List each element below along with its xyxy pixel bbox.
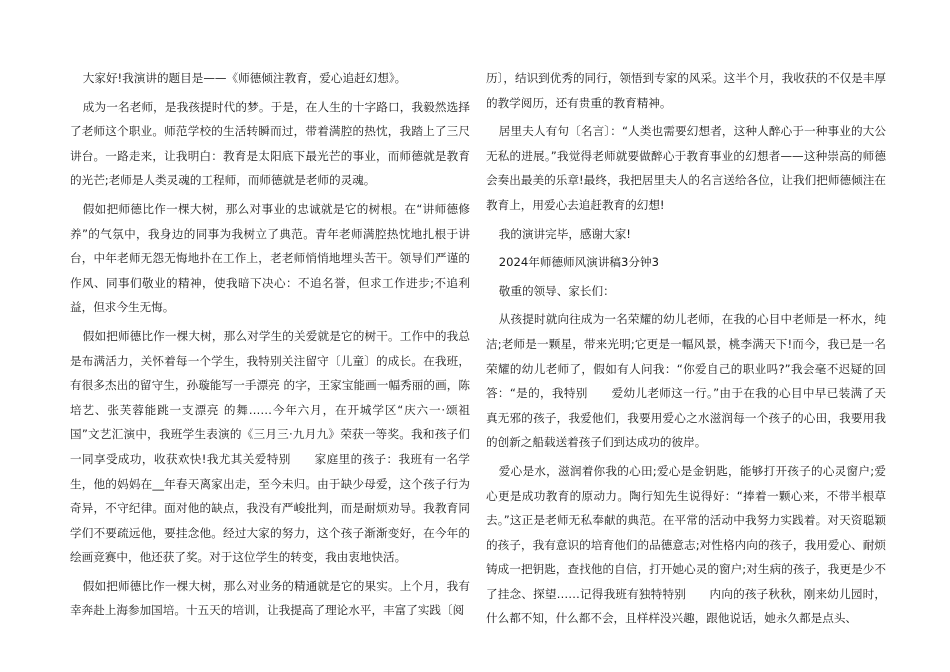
paragraph-fruit: 假如把师德比作一棵大树，那么对业务的精通就是它的果实。上个月，我有幸奔赴上海参加国培。十五天的培训，让我提高了理论水平，丰富了实践〔阅 (70, 578, 470, 618)
left-column (70, 66, 470, 627)
paragraph-intro: 大家好!我演讲的题目是——《师德倾注教育，爱心追赶幻想》。 (82, 71, 407, 85)
paragraph-childhood-dream: 从孩提时就向往成为一名荣耀的幼儿老师，在我的心目中老师是一杯水，纯洁;老师是一颗星，带来光明;它更是一幅风景，桃李满天下!而今，我已是一名荣耀的幼儿老师了，假如有人问我：“你爱自己的职业吗?”我会毫不迟疑的回答：“是的，我特别 爱幼儿老师这一行。”由于在我的心目中早已装满了天真无邪的孩子，我爱他们，我要用爱心之水滋润每一个孩子的心田，我要用我的创新之船载送着孩子们到达成功的彼岸。 (486, 312, 886, 450)
paragraph-closing: 我的演讲完毕，感谢大家! (498, 226, 631, 241)
paragraph-roots: 假如把师德比作一棵大树，那么对事业的忠诚就是它的树根。在“讲师德修养”的气氛中，我身边的同事为我树立了典范。青年老师满腔热忱地扎根于讲台，中年老师无怨无悔地扑在工作上，老老师悄悄地埋头苦干。领导们严谨的作风、同事们敬业的精神，使我暗下决心：不追名誉，但求工作进步;不追利益，但求今生无悔。 (70, 201, 470, 315)
speech-3-title: 2024年师德师风演讲稿3分钟3 (498, 255, 659, 270)
speech-3-salutation: 敬重的领导、家长们： (498, 283, 615, 298)
right-column (486, 66, 886, 635)
paragraph-curie-quote: 居里夫人有句〔名言〕：“人类也需要幻想者，这种人醉心于一种事业的大公无私的进展。”我觉得老师就要做醉心于教育事业的幻想者——这种崇高的师德会奏出最美的乐章!最终，我把居里夫人的名言送给各位，让我们把师德倾注在教育上，用爱心去追赶教育的幻想! (486, 124, 886, 212)
paragraph-trunk: 假如把师德比作一棵大树，那么对学生的关爱就是它的树干。工作中的我总是布满活力，关怀着每一个学生，我特别关注留守〔儿童〕的成长。在我班，有很多杰出的留守生，孙璇能写一手漂亮 的字，王家宝能画一幅秀丽的画，陈培艺、张芙蓉能跳一支漂亮 的舞……今年六月，在开城学区“庆六一·颂祖国”文艺汇演中，我班学生表演的《三月三·九月九》荣获一等奖。我和孩子们一同享受成功，收获欢快!我尤其关爱特别 家庭里的孩子：我班有一名学生，他的妈妈在__年春天离家出走，至今未归。由于缺少母爱，这个孩子行为奇异，不守纪律。面对他的缺点，我没有严峻批判，而是耐烦劝导。我教育同学们不要疏远他，要挂念他。经过大家的努力，这个孩子渐渐变好，在今年的绘画竞赛中，他还获了奖。对于这位学生的转变，我由衷地快活。 (70, 328, 470, 565)
paragraph-fruit-continued: 历〕，结识到优秀的同行，领悟到专家的风采。这半个月，我收获的不仅是丰厚的教学阅历，还有贵重的教育精神。 (486, 71, 886, 110)
paragraph-dream: 成为一名老师，是我孩提时代的梦。于是，在人生的十字路口，我毅然选择了老师这个职业。师范学校的生活转瞬而过，带着满腔的热忱，我踏上了三尺讲台。一路走来，让我明白：教育是太阳底下最光芒的事业，而师德就是教育的光芒;老师是人类灵魂的工程师，而师德就是老师的灵魂。 (70, 99, 470, 188)
paragraph-love-is-water: 爱心是水，滋润着你我的心田;爱心是金钥匙，能够打开孩子的心灵窗户;爱心更是成功教育的原动力。陶行知先生说得好：“捧着一颗心来，不带半根草去。”这正是老师无私奉献的典范。在平常的活动中我努力实践着。对天资聪颖的孩子，我有意识的培育他们的品德意志;对性格内向的孩子，我用爱心、耐烦铸成一把钥匙，查找他的自信，打开她心灵的窗户;对生病的孩子，我更是少不了挂念、探望……记得我班有独特特别 内向的孩子秋秋，刚来幼儿园时，什么都不知，什么都不会，且样样没兴趣，跟他说话，她永久都是点头、 (486, 463, 886, 626)
